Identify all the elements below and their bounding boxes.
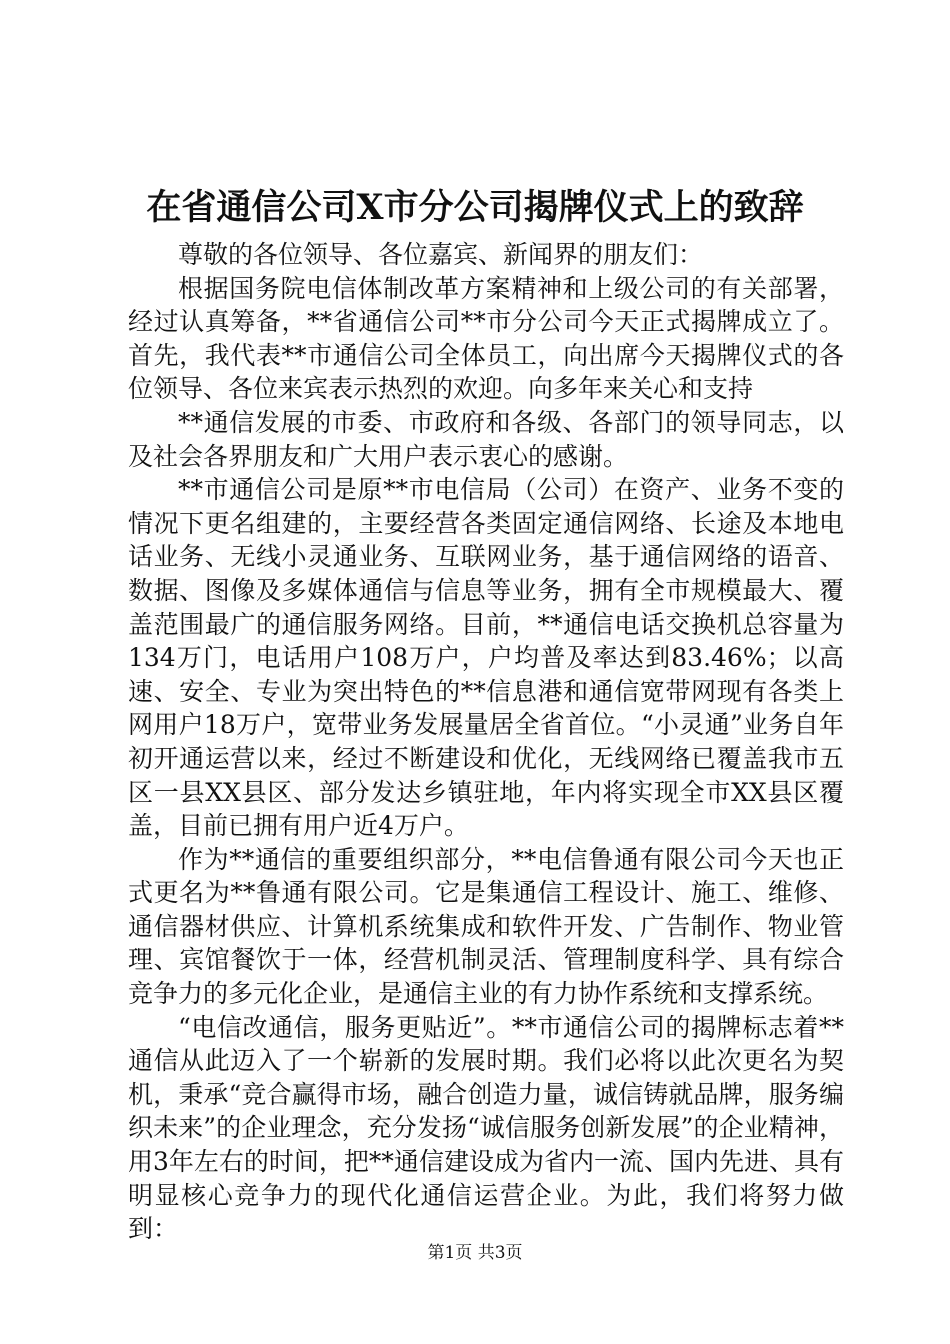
page-number-footer: 第1页 共3页 [427, 1243, 523, 1263]
paragraph: **通信发展的市委、市政府和各级、各部门的领导同志，以及社会各界朋友和广大用户表示衷心的感谢。 [128, 407, 844, 471]
document-title: 在省通信公司X市分公司揭牌仪式上的致辞 [146, 187, 804, 228]
paragraph: **市通信公司是原**市电信局（公司）在资产、业务不变的情况下更名组建的，主要经营各类固定通信网络、长途及本地电话业务、无线小灵通业务、互联网业务，基于通信网络的语音、数据、图像及多媒体通信与信息等业务，拥有全市规模最大、覆盖范围最广的通信服务网络。目前，**通信电话交换机总容量为134万门，电话用户108万户，户均普及率达到83.46%；以高速、安全、专业为突出特色的**信息港和通信宽带网现有各类上网用户18万户，宽带业务发展量居全省首位。“小灵通”业务自年初开通运营以来，经过不断建设和优化，无线网络已覆盖我市五区一县XX县区、部分发达乡镇驻地，年内将实现全市XX县区覆盖，目前已拥有用户近4万户。 [128, 475, 844, 841]
paragraph: 根据国务院电信体制改革方案精神和上级公司的有关部署，经过认真筹备，**省通信公司**市分公司今天正式揭牌成立了。首先，我代表**市通信公司全体员工，向出席今天揭牌仪式的各位领导、各位来宾表示热烈的欢迎。向多年来关心和支持 [128, 273, 844, 404]
paragraph-salutation: 尊敬的各位领导、各位嘉宾、新闻界的朋友们： [178, 240, 704, 269]
paragraph: “电信改通信，服务更贴近”。**市通信公司的揭牌标志着**通信从此迈入了一个崭新的发展时期。我们必将以此次更名为契机，秉承“竞合赢得市场，融合创造力量，诚信铸就品牌，服务编织未来”的企业理念，充分发扬“诚信服务创新发展”的企业精神，用3年左右的时间，把**通信建设成为省内一流、国内先进、具有明显核心竞争力的现代化通信运营企业。为此，我们将努力做到： [128, 1012, 844, 1244]
paragraph: 作为**通信的重要组织部分，**电信鲁通有限公司今天也正式更名为**鲁通有限公司。它是集通信工程设计、施工、维修、通信器材供应、计算机系统集成和软件开发、广告制作、物业管理、宾馆餐饮于一体，经营机制灵活、管理制度科学、具有综合竞争力的多元化企业，是通信主业的有力协作系统和支撑系统。 [128, 844, 844, 1009]
document-body [128, 238, 844, 1246]
